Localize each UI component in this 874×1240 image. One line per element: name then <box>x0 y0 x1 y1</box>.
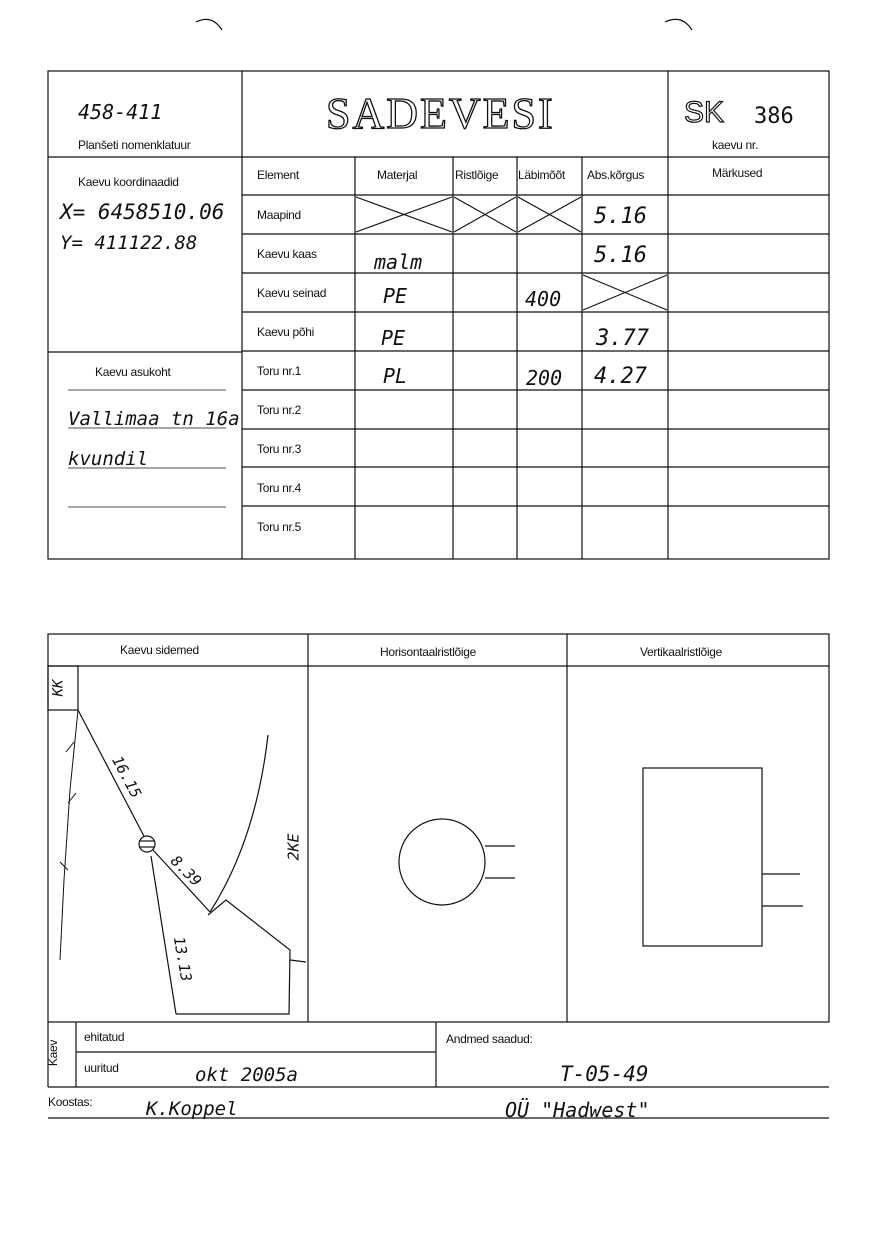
kaevu-kaas-materjal: malm <box>374 250 423 274</box>
punch-hole-mark-left <box>196 19 222 30</box>
row-label-kaevu-pohi: Kaevu põhi <box>257 325 315 339</box>
col-header-labimoot: Läbimõõt <box>518 168 565 182</box>
coordinate-x: X= 6458510.06 <box>60 200 225 224</box>
row-label-toru-3: Toru nr.3 <box>257 442 301 456</box>
uuritud-value: okt 2005a <box>195 1064 298 1086</box>
sketch-col2-label: Horisontaalristlõige <box>380 645 477 659</box>
sketch-border <box>48 634 829 1022</box>
maapind-abs: 5.16 <box>594 204 647 229</box>
col-header-element: Element <box>257 168 299 182</box>
company-name: OÜ "Hadwest" <box>505 1098 650 1122</box>
sketch-col1-label: Kaevu sidemed <box>120 643 199 657</box>
koostas-label: Koostas: <box>48 1095 93 1109</box>
koostas-value: K.Koppel <box>146 1098 238 1120</box>
col-header-materjal: Materjal <box>377 168 418 182</box>
row-label-toru-1: Toru nr.1 <box>257 364 301 378</box>
uuritud-label: uuritud <box>84 1061 119 1075</box>
kaevu-pohi-materjal: PE <box>381 326 406 350</box>
coordinates-label: Kaevu koordinaadid <box>78 175 179 189</box>
well-no-label: kaevu nr. <box>712 138 758 152</box>
sk-prefix: SK <box>684 96 725 129</box>
kaev-label: Kaev <box>46 1039 61 1067</box>
row-label-maapind: Maapind <box>257 208 301 222</box>
building-label: 2KE <box>284 833 303 861</box>
dimension-2: 8.39 <box>166 851 206 891</box>
row-label-toru-5: Toru nr.5 <box>257 520 301 534</box>
dimension-3: 13.13 <box>169 935 196 983</box>
sheet-label: Planšeti nomenklatuur <box>78 138 191 152</box>
kaevu-kaas-abs: 5.16 <box>594 243 647 268</box>
horizontal-section-circle <box>399 819 485 905</box>
location-line-2: kvundil <box>68 448 149 470</box>
col-header-ristloige: Ristlõige <box>455 168 499 182</box>
toru-1-abs: 4.27 <box>594 364 647 389</box>
coordinate-y: Y= 411122.88 <box>60 232 198 254</box>
row-label-kaevu-kaas: Kaevu kaas <box>257 247 317 261</box>
toru-1-materjal: PL <box>383 364 408 388</box>
col-header-markused: Märkused <box>712 166 763 180</box>
col-header-abs: Abs.kõrgus <box>587 168 645 182</box>
location-line-1: Vallimaa tn 16a <box>68 408 240 430</box>
kaevu-seinad-materjal: PE <box>383 284 408 308</box>
andmed-label: Andmed saadud: <box>446 1032 533 1046</box>
page-title: SADEVESI <box>326 89 555 138</box>
kaevu-seinad-labimoot: 400 <box>525 287 562 311</box>
row-label-toru-2: Toru nr.2 <box>257 403 301 417</box>
location-label: Kaevu asukoht <box>95 365 171 379</box>
kaevu-pohi-abs: 3.77 <box>596 326 649 351</box>
row-label-toru-4: Toru nr.4 <box>257 481 301 495</box>
punch-hole-mark-right <box>665 19 692 30</box>
andmed-value: T-05-49 <box>560 1062 649 1086</box>
sk-number: 386 <box>754 104 794 129</box>
dimension-1: 16.15 <box>108 752 146 802</box>
row-label-kaevu-seinad: Kaevu seinad <box>257 286 327 300</box>
kk-label: KK <box>50 679 67 697</box>
sketch-col3-label: Vertikaalristlõige <box>640 645 722 659</box>
toru-1-labimoot: 200 <box>526 366 563 390</box>
sheet-number: 458-411 <box>78 100 163 124</box>
ehitatud-label: ehitatud <box>84 1030 125 1044</box>
vertical-section-rect <box>643 768 762 946</box>
